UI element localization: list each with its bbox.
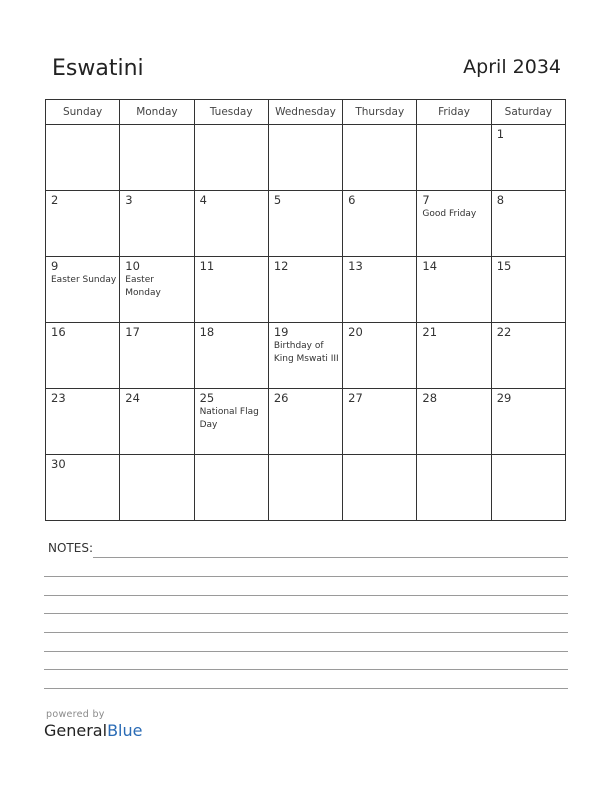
day-cell-16 bbox=[46, 323, 120, 389]
notes-line bbox=[44, 576, 568, 577]
month-title: April 2034 bbox=[463, 56, 561, 78]
day-number: 4 bbox=[199, 193, 207, 207]
brand-logo[interactable] bbox=[44, 721, 142, 740]
day-cell-14 bbox=[417, 257, 491, 323]
notes-line bbox=[44, 613, 568, 614]
notes-label: NOTES: bbox=[48, 541, 93, 555]
brand-blue: Blue bbox=[107, 721, 143, 740]
empty-day-cell bbox=[491, 455, 565, 521]
day-number: 19 bbox=[273, 325, 289, 339]
day-number: 8 bbox=[496, 193, 505, 207]
day-cell-11 bbox=[194, 257, 268, 323]
day-cell-21 bbox=[417, 323, 491, 389]
day-number bbox=[422, 128, 490, 141]
weekday-thursday: Thursday bbox=[343, 100, 417, 125]
day-cell-7 bbox=[417, 191, 491, 257]
day-number: 5 bbox=[273, 193, 282, 207]
day-cell-26 bbox=[268, 389, 342, 455]
day-number: 6 bbox=[348, 193, 356, 207]
day-number bbox=[497, 458, 565, 471]
day-cell-29 bbox=[491, 389, 565, 455]
empty-day-cell bbox=[46, 125, 120, 191]
day-cell-1 bbox=[491, 125, 565, 191]
empty-day-cell bbox=[343, 455, 417, 521]
day-number: 27 bbox=[348, 391, 363, 405]
day-cell-30 bbox=[46, 455, 120, 521]
day-number: 14 bbox=[422, 259, 438, 273]
day-number bbox=[125, 128, 193, 141]
weekday-tuesday: Tuesday bbox=[194, 100, 268, 125]
country-title: Eswatini bbox=[52, 56, 144, 81]
empty-day-cell bbox=[343, 125, 417, 191]
day-number bbox=[51, 128, 119, 141]
day-number bbox=[348, 128, 416, 141]
day-cell-3 bbox=[120, 191, 194, 257]
day-cell-6 bbox=[343, 191, 417, 257]
day-number: 7 bbox=[422, 193, 430, 207]
holiday-label: Birthday of King Mswati III bbox=[273, 341, 339, 364]
day-number bbox=[422, 458, 490, 471]
day-number: 29 bbox=[496, 391, 512, 405]
notes-line bbox=[44, 632, 568, 633]
day-number: 15 bbox=[496, 259, 512, 273]
empty-day-cell bbox=[120, 125, 194, 191]
day-number: 16 bbox=[51, 325, 66, 339]
day-number: 24 bbox=[125, 391, 140, 405]
day-number bbox=[274, 128, 342, 141]
empty-day-cell bbox=[194, 125, 268, 191]
day-number: 26 bbox=[273, 391, 289, 405]
notes-line bbox=[44, 595, 568, 596]
day-cell-19 bbox=[268, 323, 342, 389]
week-row bbox=[46, 389, 566, 455]
day-cell-9 bbox=[46, 257, 120, 323]
day-number: 20 bbox=[348, 325, 363, 339]
day-number: 2 bbox=[51, 193, 59, 207]
day-number: 28 bbox=[422, 391, 438, 405]
day-cell-4 bbox=[194, 191, 268, 257]
day-cell-24 bbox=[120, 389, 194, 455]
holiday-label: Easter Monday bbox=[125, 275, 161, 298]
weekday-wednesday: Wednesday bbox=[268, 100, 342, 125]
holiday-label: National Flag Day bbox=[199, 407, 259, 430]
week-row bbox=[46, 191, 566, 257]
empty-day-cell bbox=[417, 125, 491, 191]
weekday-monday: Monday bbox=[120, 100, 194, 125]
day-number bbox=[125, 458, 193, 471]
day-number: 11 bbox=[199, 259, 215, 273]
day-number: 23 bbox=[51, 391, 66, 405]
empty-day-cell bbox=[194, 455, 268, 521]
notes-line bbox=[93, 557, 568, 558]
day-cell-2 bbox=[46, 191, 120, 257]
notes-line bbox=[44, 688, 568, 689]
powered-by-text: powered by bbox=[46, 709, 105, 720]
week-row bbox=[46, 323, 566, 389]
empty-day-cell bbox=[417, 455, 491, 521]
empty-day-cell bbox=[120, 455, 194, 521]
day-number bbox=[200, 128, 268, 141]
day-cell-5 bbox=[268, 191, 342, 257]
weekday-header-row bbox=[46, 100, 566, 125]
day-number bbox=[348, 458, 416, 471]
day-cell-15 bbox=[491, 257, 565, 323]
holiday-label: Easter Sunday bbox=[51, 275, 117, 285]
day-number: 18 bbox=[199, 325, 215, 339]
day-cell-22 bbox=[491, 323, 565, 389]
day-number: 21 bbox=[422, 325, 438, 339]
day-cell-10 bbox=[120, 257, 194, 323]
day-cell-28 bbox=[417, 389, 491, 455]
day-cell-27 bbox=[343, 389, 417, 455]
week-row bbox=[46, 455, 566, 521]
day-number: 10 bbox=[125, 259, 140, 273]
empty-day-cell bbox=[268, 125, 342, 191]
week-row bbox=[46, 125, 566, 191]
week-row bbox=[46, 257, 566, 323]
day-number bbox=[200, 458, 268, 471]
empty-day-cell bbox=[268, 455, 342, 521]
day-number bbox=[274, 458, 342, 471]
holiday-label: Good Friday bbox=[422, 209, 477, 219]
brand-general: General bbox=[44, 721, 108, 740]
day-number: 3 bbox=[125, 193, 133, 207]
notes-line bbox=[44, 669, 568, 670]
notes-line bbox=[44, 651, 568, 652]
day-cell-13 bbox=[343, 257, 417, 323]
day-number: 12 bbox=[273, 259, 289, 273]
day-cell-18 bbox=[194, 323, 268, 389]
day-number: 25 bbox=[199, 391, 215, 405]
day-cell-25 bbox=[194, 389, 268, 455]
day-number: 9 bbox=[51, 259, 59, 273]
calendar-grid bbox=[45, 99, 566, 521]
day-cell-12 bbox=[268, 257, 342, 323]
day-cell-20 bbox=[343, 323, 417, 389]
day-number: 17 bbox=[125, 325, 140, 339]
day-number: 1 bbox=[496, 127, 505, 141]
weekday-friday: Friday bbox=[417, 100, 491, 125]
day-cell-17 bbox=[120, 323, 194, 389]
day-cell-8 bbox=[491, 191, 565, 257]
weekday-sunday: Sunday bbox=[46, 100, 120, 125]
day-number: 30 bbox=[51, 457, 66, 471]
weekday-saturday: Saturday bbox=[491, 100, 565, 125]
day-cell-23 bbox=[46, 389, 120, 455]
day-number: 13 bbox=[348, 259, 363, 273]
day-number: 22 bbox=[496, 325, 512, 339]
